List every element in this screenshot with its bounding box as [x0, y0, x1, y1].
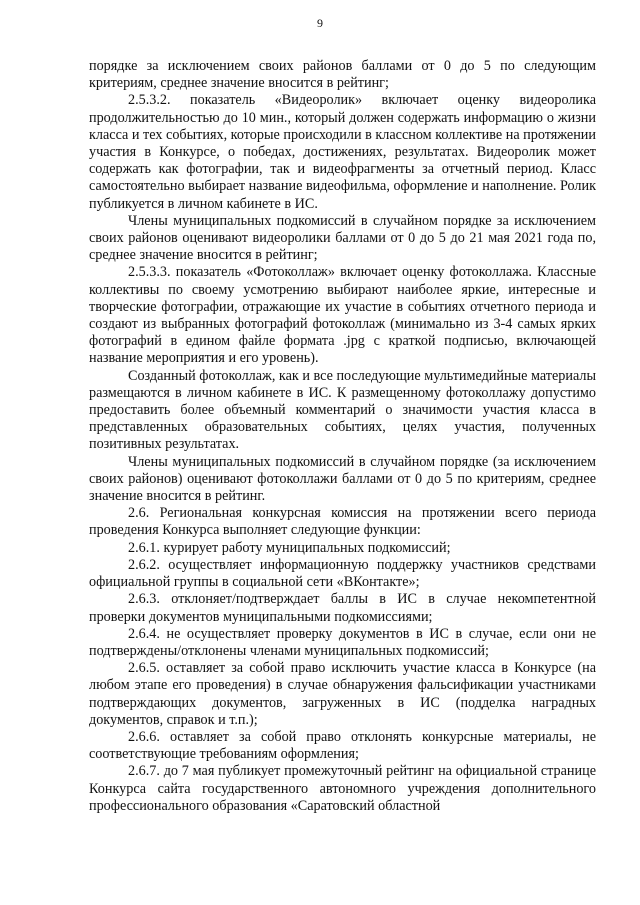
document-body: [89, 58, 596, 815]
paragraph-2-6-4: 2.6.4. не осуществляет проверку документов в ИС в случае, если они не подтверждены/отклонены членами муниципальных подкомиссий;: [89, 625, 596, 659]
paragraph-photocollage-evaluation: Члены муниципальных подкомиссий в случайном порядке (за исключением своих районов) оценивают фотоколлажи баллами от 0 до 5 по критериям, среднее значение вносится в рейтинг.: [89, 453, 596, 505]
page-number: 9: [317, 16, 323, 30]
paragraph-2-6-5: 2.6.5. оставляет за собой право исключить участие класса в Конкурсе (на любом этапе его проведения) в случае обнаружения фальсификации участниками подтверждающих документов, загруженных в ИС (подделка наградных документов, справок и т.п.);: [89, 660, 596, 728]
paragraph-2-6-1: 2.6.1. курирует работу муниципальных подкомиссий;: [128, 539, 451, 556]
paragraph-2-6-2: 2.6.2. осуществляет информационную поддержку участников средствами официальной группы в социальной сети «ВКонтакте»;: [89, 556, 596, 591]
paragraph-video-evaluation: Члены муниципальных подкомиссий в случайном порядке за исключением своих районов оценивают видеоролики баллами от 0 до 5 до 21 мая 2021 года по, среднее значение вносится в рейтинг;: [89, 212, 596, 264]
paragraph-2-5-3-3: 2.5.3.3. показатель «Фотоколлаж» включает оценку фотоколлажа. Классные коллективы по своему усмотрению выбирают наиболее яркие, интересные и творческие фотографии, отражающие их участие в событиях отчетного периода и создают из выбранных фотографий фотоколлаж (минимально из 3-4 самых ярких фотографий в едином файле формата .jpg с краткой подписью, включающей название мероприятия и его уровень).: [89, 264, 596, 367]
paragraph-continuation: порядке за исключением своих районов баллами от 0 до 5 по следующим критериям, среднее значение вносится в рейтинг;: [89, 58, 596, 92]
paragraph-2-6-6: 2.6.6. оставляет за собой право отклонять конкурсные материалы, не соответствующие требованиям оформления;: [89, 728, 596, 763]
paragraph-2-6-3: 2.6.3. отклоняет/подтверждает баллы в ИС в случае некомпетентной проверки документов муниципальными подкомиссиями;: [89, 591, 596, 625]
paragraph-2-6: 2.6. Региональная конкурсная комиссия на протяжении всего периода проведения Конкурса выполняет следующие функции:: [89, 505, 596, 539]
paragraph-photocollage-placement: Созданный фотоколлаж, как и все последующие мультимедийные материалы размещаются в личном кабинете в ИС. К размещенному фотоколлажу допустимо предоставить более объемный комментарий о значимости участия класса в представленных образовательных событиях, целях участия, полученных позитивных результатах.: [89, 367, 596, 453]
paragraph-2-6-7: 2.6.7. до 7 мая публикует промежуточный рейтинг на официальной странице Конкурса сайта государственного автономного учреждения дополнительного профессионального образования «Саратовский областной: [89, 763, 596, 814]
paragraph-2-5-3-2: 2.5.3.2. показатель «Видеоролик» включает оценку видеоролика продолжительностью до 10 мин., который должен содержать информацию о жизни класса и тех событиях, которые происходили в классном коллективе на протяжении участия в Конкурсе, о победах, достижениях, результатах. Видеоролик может содержать как фотографии, так и видеофрагменты за отчетный период. Класс самостоятельно выбирает название видеофильма, оформление и наполнение. Ролик публикуется в личном кабинете в ИС.: [89, 92, 596, 212]
